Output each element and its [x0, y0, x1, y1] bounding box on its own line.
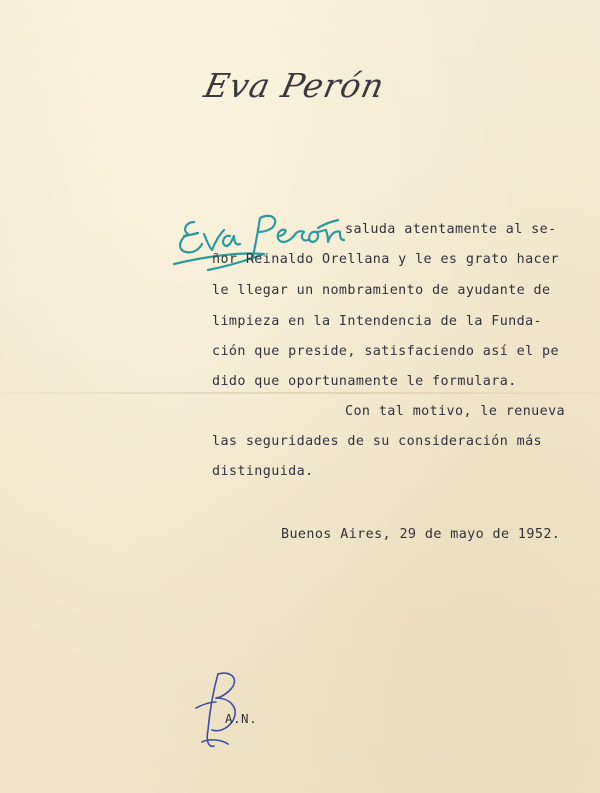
paper-fold [0, 392, 600, 394]
reference-initials: A.N. [225, 711, 258, 726]
signature [168, 200, 368, 280]
body-line-9: distinguida. [212, 464, 314, 479]
letterhead: Eva Perón [200, 66, 389, 105]
body-line-6: dido que oportunamente le formulara. [212, 374, 517, 389]
body-line-7: Con tal motivo, le renueva [345, 404, 566, 419]
body-line-2 [212, 252, 559, 267]
body-line-4: limpieza en la Intendencia de la Funda- [212, 314, 543, 329]
place-date: Buenos Aires, 29 de mayo de 1952. [281, 527, 561, 542]
body-line-2-text: ñor Reinaldo Orellana y le es grato hacer [212, 252, 559, 267]
body-line-8: las seguridades de su consideración más [212, 434, 543, 449]
body-line-1: saluda atentamente al se- [345, 222, 557, 237]
body-line-3: le llegar un nombramiento de ayudante de [212, 283, 551, 298]
body-line-5: ción que preside, satisfaciendo así el pe [212, 344, 559, 359]
